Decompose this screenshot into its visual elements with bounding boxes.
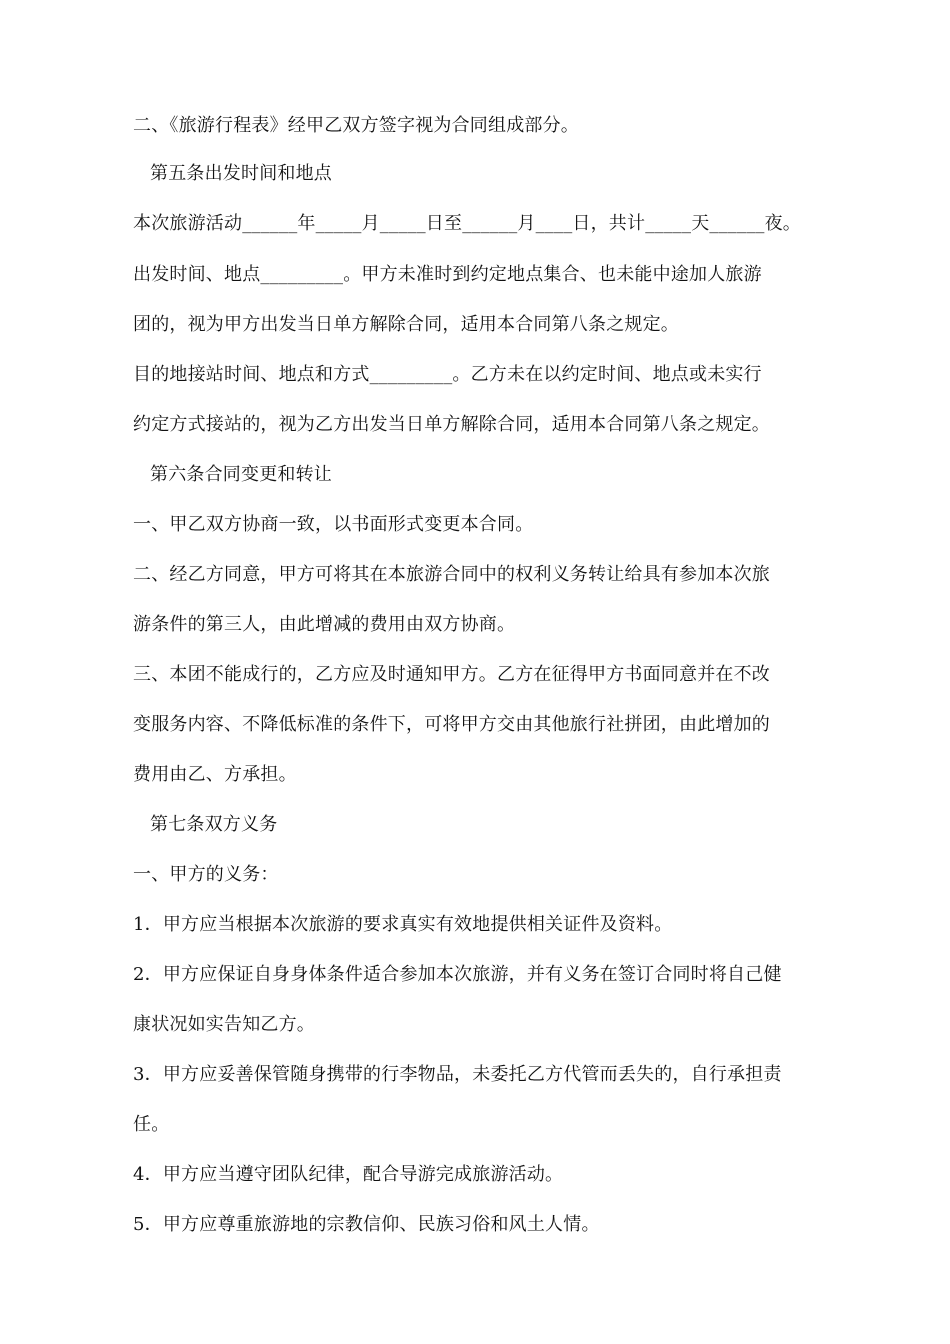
- transfer-clause-line-1: 二、经乙方同意，甲方可将其在本旅游合同中的权利义务转让给具有参加本次旅: [133, 564, 770, 585]
- duty-4: 4．甲方应当遵守团队纪律，配合导游完成旅游活动。: [133, 1164, 564, 1185]
- article-7-heading: 第七条双方义务: [150, 814, 278, 835]
- departure-time-line-2: 团的，视为甲方出发当日单方解除合同，适用本合同第八条之规定。: [133, 314, 679, 335]
- duty-5: 5．甲方应尊重旅游地的宗教信仰、民族习俗和风土人情。: [133, 1214, 600, 1235]
- article-6-heading: 第六条合同变更和转让: [150, 464, 332, 485]
- duty-3-line-1: 3．甲方应妥善保管随身携带的行李物品，未委托乙方代管而丢失的，自行承担责: [133, 1064, 782, 1085]
- paragraph-itinerary-clause: 二、《旅游行程表》经甲乙双方签字视为合同组成部分。: [133, 115, 579, 136]
- travel-dates-line: 本次旅游活动______年_____月_____日至______月____日，共计_____天______夜。: [133, 213, 801, 234]
- group-cancel-clause-line-3: 费用由乙、方承担。: [133, 764, 297, 785]
- destination-pickup-line-2: 约定方式接站的，视为乙方出发当日单方解除合同，适用本合同第八条之规定。: [133, 414, 770, 435]
- duty-2-line-2: 康状况如实告知乙方。: [133, 1014, 315, 1035]
- party-a-duties-heading: 一、甲方的义务：: [133, 864, 279, 885]
- duty-3-line-2: 任。: [133, 1114, 170, 1135]
- transfer-clause-line-2: 游条件的第三人，由此增减的费用由双方协商。: [133, 614, 516, 635]
- article-5-heading: 第五条出发时间和地点: [150, 163, 332, 184]
- group-cancel-clause-line-2: 变服务内容、不降低标准的条件下，可将甲方交由其他旅行社拼团，由此增加的: [133, 714, 770, 735]
- departure-time-line-1: 出发时间、地点_________。甲方未准时到约定地点集合、也未能中途加人旅游: [133, 264, 762, 285]
- change-clause-1: 一、甲乙双方协商一致，以书面形式变更本合同。: [133, 514, 534, 535]
- duty-2-line-1: 2．甲方应保证自身身体条件适合参加本次旅游，并有义务在签订合同时将自己健: [133, 964, 782, 985]
- destination-pickup-line-1: 目的地接站时间、地点和方式_________。乙方未在以约定时间、地点或未实行: [133, 364, 762, 385]
- group-cancel-clause-line-1: 三、本团不能成行的，乙方应及时通知甲方。乙方在征得甲方书面同意并在不改: [133, 664, 770, 685]
- duty-1: 1．甲方应当根据本次旅游的要求真实有效地提供相关证件及资料。: [133, 914, 673, 935]
